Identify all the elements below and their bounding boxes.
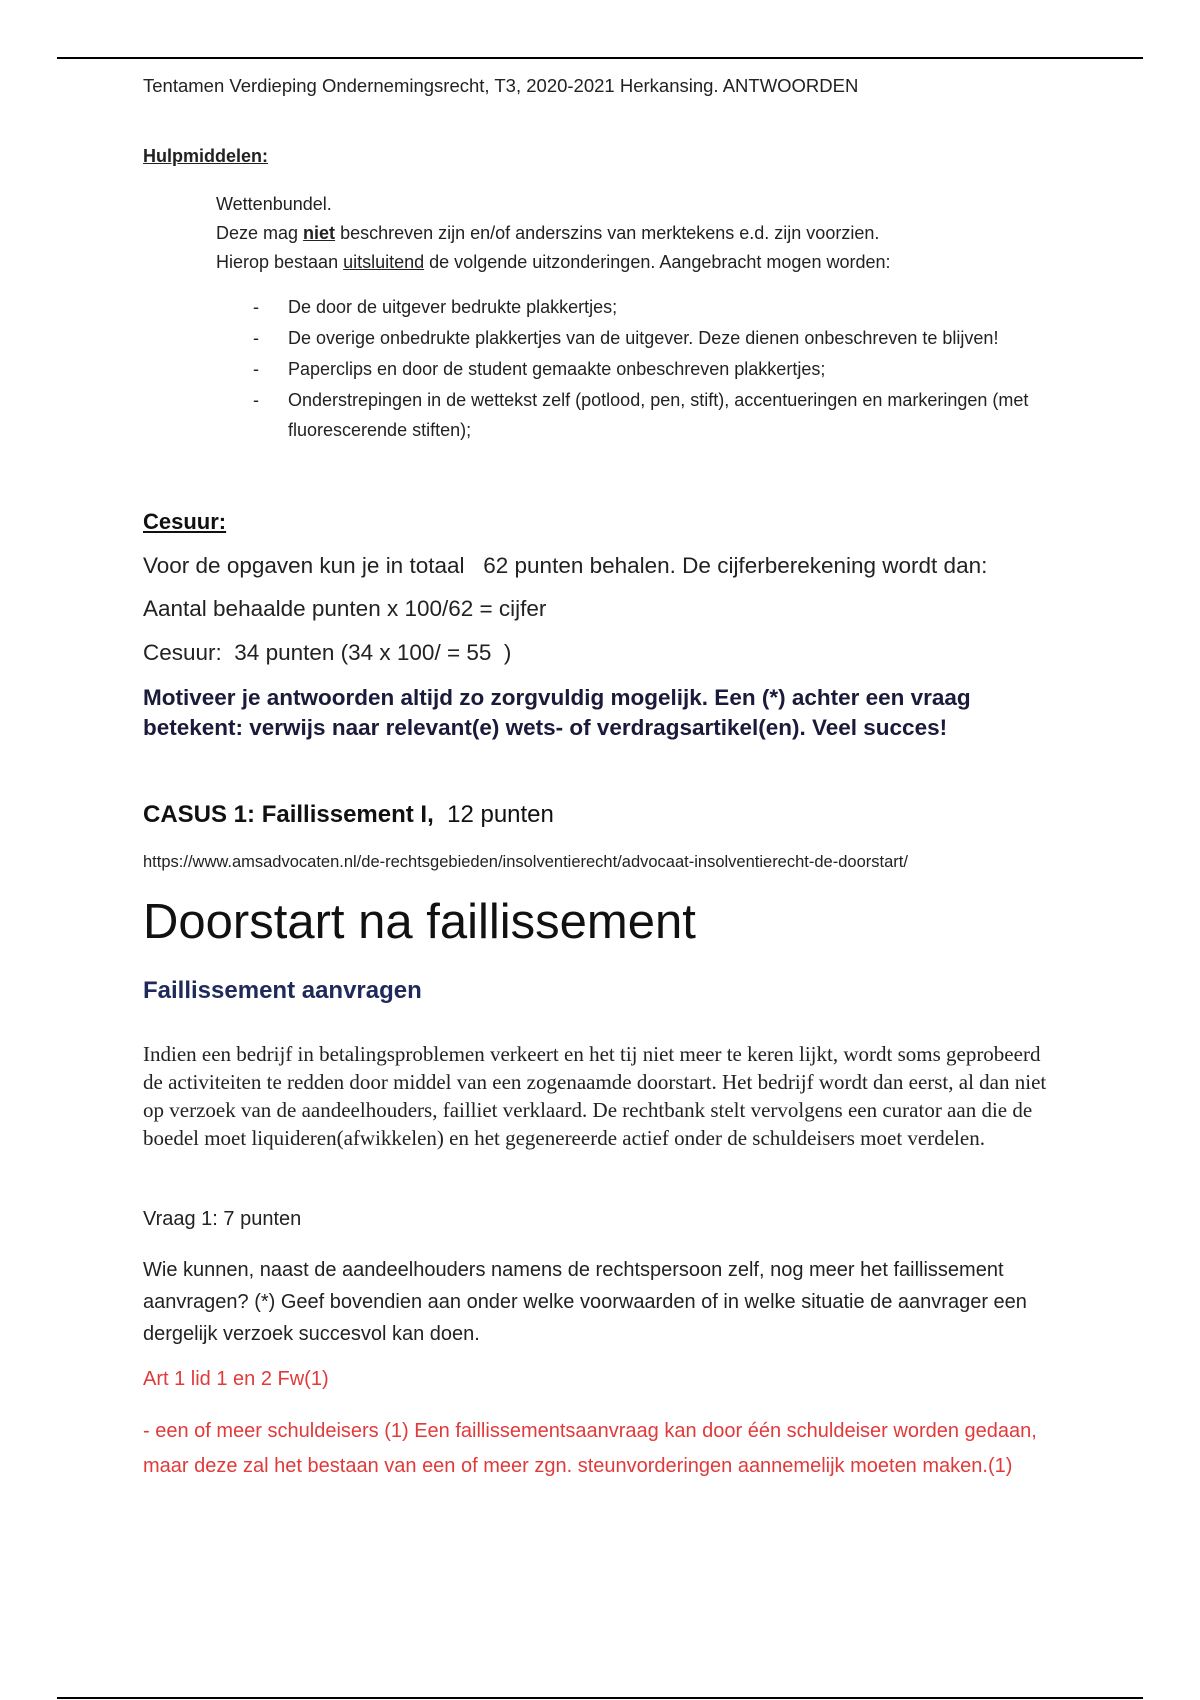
question-label: Vraag 1: 7 punten	[143, 1208, 302, 1230]
bullet-dash: -	[253, 328, 259, 348]
cesuur-line-2: Aantal behaalde punten x 100/62 = cijfer	[143, 596, 547, 621]
aids-line-2	[216, 219, 891, 248]
aids-line-3-post: de volgende uitzonderingen. Aangebracht mogen worden:	[424, 252, 891, 272]
bullet-dash: -	[253, 390, 259, 410]
list-item-text: Paperclips en door de student gemaakte onbeschreven plakkertjes;	[288, 359, 826, 379]
hulpmiddelen-heading: Hulpmiddelen:	[143, 146, 268, 166]
aids-line-3	[216, 248, 891, 277]
aids-line-3-pre: Hierop bestaan	[216, 252, 344, 272]
cesuur-line-1: Voor de opgaven kun je in totaal 62 punten behalen. De cijferberekening wordt dan:	[143, 553, 988, 578]
source-url: https://www.amsadvocaten.nl/de-rechtsgebieden/insolventierecht/advocaat-insolventierecht-de-doorstart/	[143, 853, 908, 871]
list-item	[253, 354, 1053, 384]
aids-line-1: Wettenbundel.	[216, 194, 332, 214]
list-item-text: Onderstrepingen in de wettekst zelf (potlood, pen, stift), accentueringen en markeringen (met fluorescerende stiften);	[288, 390, 1029, 440]
allowed-aids-list	[253, 292, 1053, 446]
bottom-rule	[57, 1697, 1143, 1699]
bullet-dash: -	[253, 297, 259, 317]
bullet-dash: -	[253, 359, 259, 379]
article-title: Doorstart na faillissement	[143, 895, 696, 949]
list-item	[253, 292, 1053, 322]
article-paragraph: Indien een bedrijf in betalingsproblemen verkeert en het tij niet meer te keren lijkt, wordt soms geprobeerd de activiteiten te redden door middel van een zogenaamde doorstart. Het bedrijf wordt dan eerst, al dan niet op verzoek van de aandeelhouders, failliet verklaard. De rechtbank stelt vervolgens een curator aan die de boedel moet liquideren(afwikkelen) en het gegenereerde actief onder de schuldeisers moet verdelen.	[143, 1042, 1047, 1150]
document-header: Tentamen Verdieping Ondernemingsrecht, T3, 2020-2021 Herkansing. ANTWOORDEN	[143, 75, 859, 96]
list-item	[253, 323, 1053, 353]
casus-title: CASUS 1: Faillissement I,	[143, 801, 434, 828]
top-rule	[57, 57, 1143, 59]
list-item-text: De overige onbedrukte plakkertjes van de uitgever. Deze dienen onbeschreven te blijven!	[288, 328, 999, 348]
aids-line-2-post: beschreven zijn en/of anderszins van merktekens e.d. zijn voorzien.	[335, 223, 880, 243]
cesuur-heading: Cesuur:	[143, 509, 227, 534]
answer-reference: Art 1 lid 1 en 2 Fw(1)	[143, 1368, 329, 1390]
cesuur-line-3: Cesuur: 34 punten (34 x 100/ = 55 )	[143, 640, 512, 665]
aids-line-3-emph: uitsluitend	[343, 252, 425, 272]
casus-points: 12 punten	[433, 801, 554, 828]
question-text: Wie kunnen, naast de aandeelhouders namens de rechtspersoon zelf, nog meer het faillissement aanvragen? (*) Geef bovendien aan onder welke voorwaarden of in welke situatie de aanvrager een dergelijk verzoek succesvol kan doen.	[143, 1259, 1027, 1345]
casus-heading	[143, 801, 554, 829]
list-item-text: De door de uitgever bedrukte plakkertjes;	[288, 297, 618, 317]
hulpmiddelen-text	[216, 190, 891, 277]
aids-line-2-emph: niet	[303, 223, 336, 243]
article-subheading: Faillissement aanvragen	[143, 977, 422, 1004]
answer-text: - een of meer schuldeisers (1) Een faillissementsaanvraag kan door één schuldeiser worden gedaan, maar deze zal het bestaan van een of meer zgn. steunvorderingen aannemelijk moeten maken.(1)	[143, 1420, 1037, 1477]
aids-line-2-pre: Deze mag	[216, 223, 304, 243]
list-item	[253, 385, 1053, 445]
motivation-note: Motiveer je antwoorden altijd zo zorgvuldig mogelijk. Een (*) achter een vraag betekent: verwijs naar relevant(e) wets- of verdragsartikel(en). Veel succes!	[143, 685, 971, 740]
